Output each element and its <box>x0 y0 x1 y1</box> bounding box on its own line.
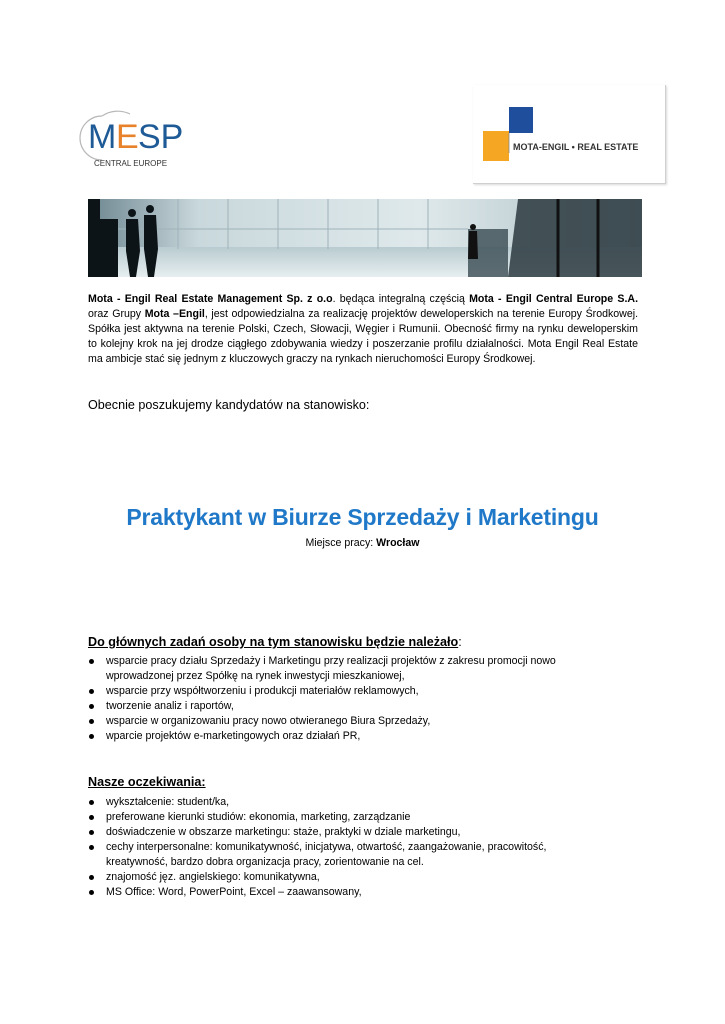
list-item: tworzenie analiz i raportów, <box>87 699 607 714</box>
intro-paragraph: Mota - Engil Real Estate Management Sp. z o.o. będąca integralną częścią Mota - Engil Central Europe S.A. oraz Grupy Mota –Engil, jest odpowiedzialna za realizację projektów deweloperskich na terenie Europy Środkowej. Spółka jest aktywna na terenie Polski, Czech, Słowacji, Węgier i Rumunii. Obecność firmy na rynku deweloperskim to kolejny krok na jej drodze ciągłego zdobywania wiedzy i poszerzanie profilu działalności. Mota Engil Real Estate ma ambicje stać się jednym z kluczowych graczy na rynkach nieruchomości Europy Środkowej. <box>88 293 639 365</box>
mota-engil-logo <box>473 85 666 184</box>
bullet-icon <box>89 890 94 895</box>
list-item: wsparcie przy współtworzeniu i produkcji materiałów reklamowych, <box>87 684 607 699</box>
list-item: wsparcie pracy działu Sprzedaży i Marketingu przy realizacji projektów z zakresu promocji nowo wprowadzonej przez Spółkę na rynek inwestycji mieszkaniowej, <box>87 654 607 684</box>
mesp-logo <box>88 108 198 170</box>
seeking-text: Obecnie poszukujemy kandydatów na stanowisko: <box>88 398 370 412</box>
bullet-icon <box>89 719 94 724</box>
list-item: wparcie projektów e-marketingowych oraz działań PR, <box>87 729 607 744</box>
list-item: doświadczenie w obszarze marketingu: staże, praktyki w dziale marketingu, <box>87 825 607 840</box>
bullet-icon <box>89 659 94 664</box>
svg-text:E: E <box>116 118 139 156</box>
tasks-list <box>87 654 607 744</box>
tasks-heading: Do głównych zadań osoby na tym stanowisku będzie należało: <box>88 635 462 649</box>
company-name: Mota - Engil Real Estate Management Sp. z o.o <box>88 293 333 305</box>
job-title: Praktykant w Biurze Sprzedaży i Marketingu <box>126 504 599 530</box>
svg-text:MOTA-ENGIL • REAL ESTATE: MOTA-ENGIL • REAL ESTATE <box>513 142 639 152</box>
expectations-heading: Nasze oczekiwania: <box>88 775 206 789</box>
bullet-icon <box>89 815 94 820</box>
list-item: znajomość jęz. angielskiego: komunikatywna, <box>87 870 607 885</box>
expectations-list <box>87 795 607 900</box>
group-name: Mota - Engil Central Europe S.A. <box>469 293 639 305</box>
list-item: preferowane kierunki studiów: ekonomia, marketing, zarządzanie <box>87 810 607 825</box>
list-item: wykształcenie: student/ka, <box>87 795 607 810</box>
list-item: wsparcie w organizowaniu pracy nowo otwieranego Biura Sprzedaży, <box>87 714 607 729</box>
job-location: Miejsce pracy: Wrocław <box>305 537 420 549</box>
bullet-icon <box>89 734 94 739</box>
list-item: MS Office: Word, PowerPoint, Excel – zaawansowany, <box>87 885 607 900</box>
bullet-icon <box>89 830 94 835</box>
svg-text:M: M <box>88 118 115 156</box>
mota-engil-name: Mota –Engil <box>144 308 205 320</box>
svg-text:SP: SP <box>138 118 184 156</box>
list-item: cechy interpersonalne: komunikatywność, inicjatywa, otwartość, zaangażowanie, pracowitość, kreatywność, bardzo dobra organizacja pracy, zorientowanie na cel. <box>87 840 607 870</box>
bullet-icon <box>89 704 94 709</box>
banner-image <box>88 199 642 277</box>
bullet-icon <box>89 800 94 805</box>
svg-text:CENTRAL EUROPE: CENTRAL EUROPE <box>94 159 168 168</box>
bullet-icon <box>89 875 94 880</box>
bullet-icon <box>89 689 94 694</box>
bullet-icon <box>89 845 94 850</box>
